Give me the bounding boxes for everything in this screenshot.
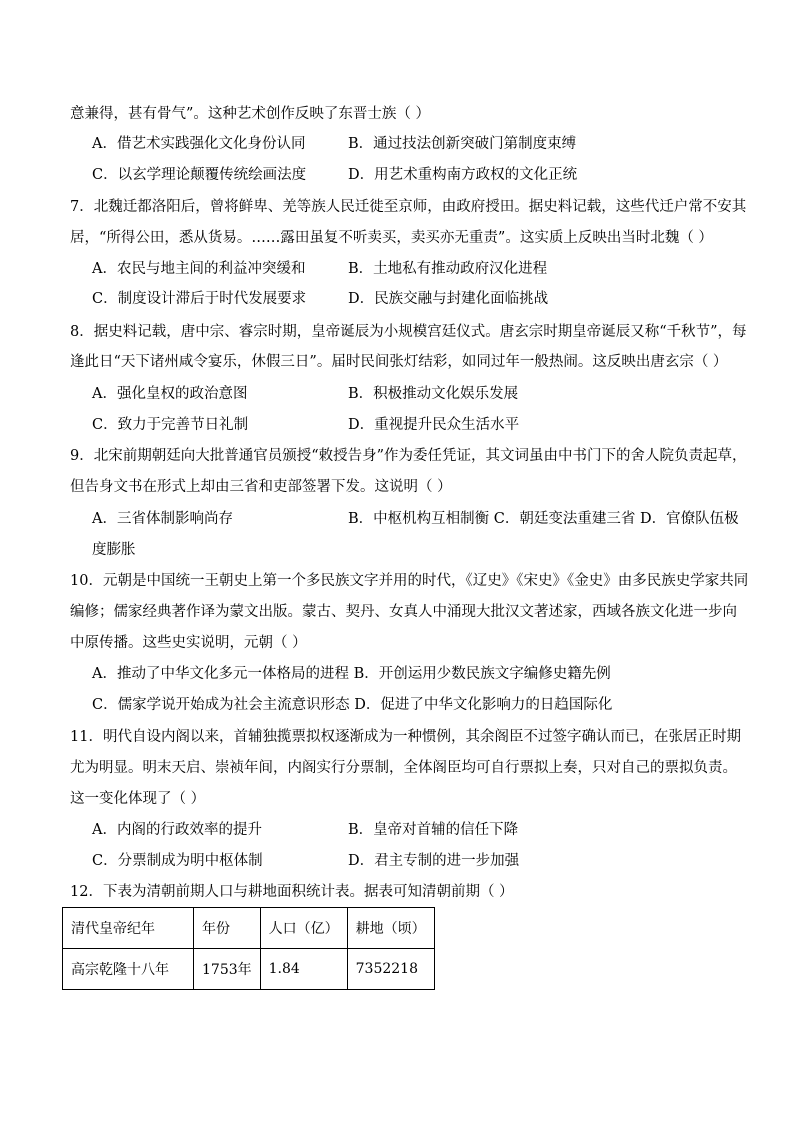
table-header-row bbox=[63, 908, 435, 949]
table-cell: 7352218 bbox=[347, 949, 434, 990]
q9-option-a: A．三省体制影响尚存 bbox=[92, 511, 233, 527]
q8-option-b: B．积极推动文化娱乐发展 bbox=[348, 386, 519, 402]
population-farmland-table bbox=[62, 907, 435, 990]
q8-stem-line-2: 逢此日“天下诸州咸令宴乐，休假三日”。届时民间张灯结彩，如同过年一般热闹。这反映出唐玄宗（ ） bbox=[70, 354, 728, 370]
q7-option-a: A．农民与地主间的利益冲突缓和 bbox=[92, 261, 306, 277]
q7-option-b: B．土地私有推动政府汉化进程 bbox=[348, 261, 548, 277]
q10-stem-line-1: 10．元朝是中国统一王朝史上第一个多民族文字并用的时代，《辽史》《宋史》《金史》由多民族史学家共同 bbox=[70, 573, 749, 589]
q9-stem-line-2: 但告身文书在形式上却由三省和吏部签署下发。这说明（ ） bbox=[70, 479, 452, 495]
table-cell: 1753年 bbox=[194, 949, 261, 990]
q10-options-ab: A．推动了中华文化多元一体格局的进程 B．开创运用少数民族文字编修史籍先例 bbox=[92, 666, 611, 682]
q6-stem-line: 意兼得，甚有骨气”。这种艺术创作反映了东晋士族（ ） bbox=[70, 106, 431, 122]
table-header-cell: 年份 bbox=[194, 908, 261, 949]
q11-stem-line-2: 尤为明显。明末天启、崇祯年间，内阁实行分票制，全体阁臣均可自行票拟上奏，只对自己的票拟负责。 bbox=[70, 760, 737, 776]
q11-option-c: C．分票制成为明中枢体制 bbox=[92, 853, 263, 869]
q10-stem-line-3: 中原传播。这些史实说明，元朝（ ） bbox=[70, 635, 307, 651]
table-header-cell: 清代皇帝纪年 bbox=[63, 908, 194, 949]
q11-option-d: D．君主专制的进一步加强 bbox=[348, 853, 520, 869]
q11-option-b: B．皇帝对首辅的信任下降 bbox=[348, 822, 519, 838]
table-cell: 高宗乾隆十八年 bbox=[63, 949, 194, 990]
q9-option-bcd: B．中枢机构互相制衡 C．朝廷变法重建三省 D．官僚队伍极 bbox=[348, 511, 739, 527]
q6-option-d: D．用艺术重构南方政权的文化正统 bbox=[348, 167, 578, 183]
q7-stem-line-2: 居，“所得公田，悉从货易。……露田虽复不听卖买，卖买亦无重责”。这实质上反映出当时北魏（ ） bbox=[70, 230, 713, 246]
q11-stem-line-1: 11．明代自设内阁以来，首辅独揽票拟权逐渐成为一种惯例，其余阁臣不过签字确认而已，在张居正时期 bbox=[70, 729, 741, 745]
q9-stem-line-1: 9．北宋前期朝廷向大批普通官员颁授“敕授告身”作为委任凭证，其文词虽由中书门下的舍人院负责起草， bbox=[70, 448, 747, 464]
q6-option-c: C．以玄学理论颠覆传统绘画法度 bbox=[92, 167, 307, 183]
table-cell: 1.84 bbox=[260, 949, 347, 990]
q7-option-d: D．民族交融与封建化面临挑战 bbox=[348, 291, 549, 307]
q12-stem-line: 12．下表为清朝前期人口与耕地面积统计表。据表可知清朝前期（ ） bbox=[70, 884, 514, 900]
q10-options-cd: C．儒家学说开始成为社会主流意识形态 D．促进了中华文化影响力的日趋国际化 bbox=[92, 697, 613, 713]
q6-option-b: B．通过技法创新突破门第制度束缚 bbox=[348, 136, 577, 152]
q6-option-a: A．借艺术实践强化文化身份认同 bbox=[92, 136, 306, 152]
q8-stem-line-1: 8．据史料记载，唐中宗、睿宗时期，皇帝诞辰为小规模宫廷仪式。唐玄宗时期皇帝诞辰又称“千秋节”，每 bbox=[70, 324, 747, 340]
q7-option-c: C．制度设计滞后于时代发展要求 bbox=[92, 291, 307, 307]
q9-option-d-continued: 度膨胀 bbox=[92, 542, 136, 558]
table-header-cell: 耕地（顷） bbox=[347, 908, 434, 949]
table-row bbox=[63, 949, 435, 990]
q8-option-d: D．重视提升民众生活水平 bbox=[348, 417, 520, 433]
table-header-cell: 人口（亿） bbox=[260, 908, 347, 949]
q10-stem-line-2: 编修；儒家经典著作译为蒙文出版。蒙古、契丹、女真人中涌现大批汉文著述家，西域各族文化进一步向 bbox=[70, 604, 737, 620]
q11-stem-line-3: 这一变化体现了（ ） bbox=[70, 791, 206, 807]
q8-option-a: A．强化皇权的政治意图 bbox=[92, 386, 248, 402]
q8-option-c: C．致力于完善节日礼制 bbox=[92, 417, 249, 433]
q7-stem-line-1: 7．北魏迁都洛阳后，曾将鲜卑、羌等族人民迁徙至京师，由政府授田。据史料记载，这些代迁户常不安其 bbox=[70, 199, 747, 215]
q11-option-a: A．内阁的行政效率的提升 bbox=[92, 822, 262, 838]
